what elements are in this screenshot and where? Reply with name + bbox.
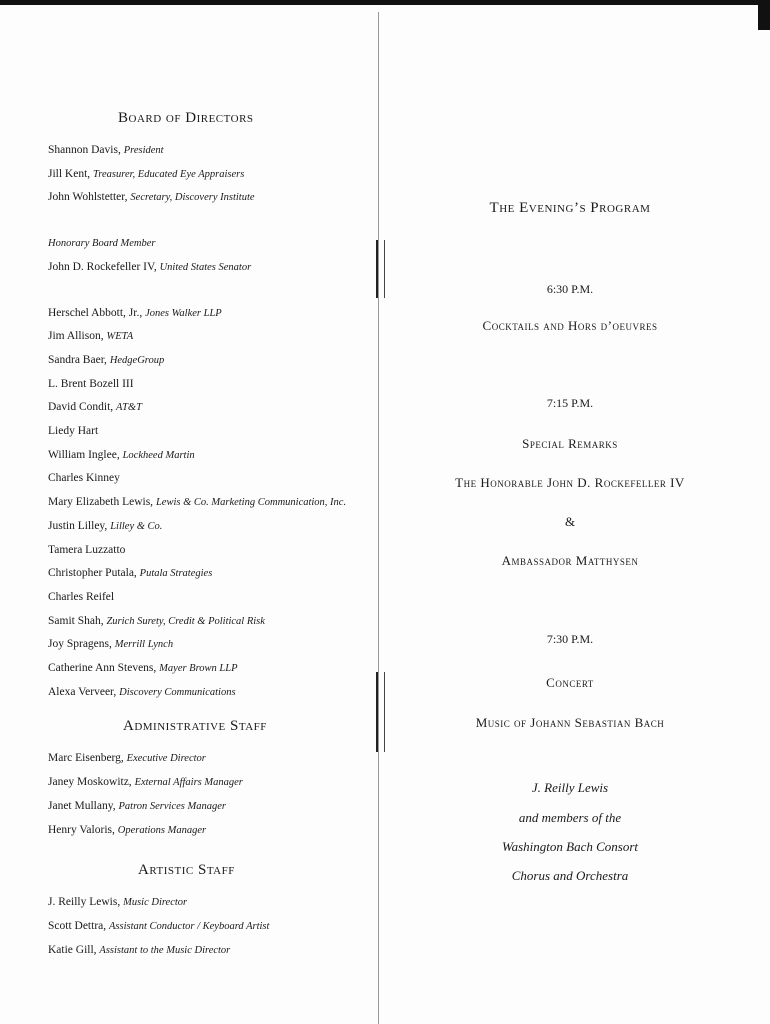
- board-member-affiliation: Zurich Surety, Credit & Political Risk: [106, 615, 265, 627]
- admin-staff-member-name: Janey Moskowitz,: [48, 776, 132, 789]
- board-member-name: Tamera Luzzatto: [48, 543, 126, 556]
- board-member-name: Mary Elizabeth Lewis,: [48, 496, 154, 509]
- board-member-name: Catherine Ann Stevens,: [48, 662, 157, 675]
- board-officer-affiliation: President: [123, 145, 164, 156]
- honorary-member: John D. Rockefeller IV, United States Senator: [48, 260, 252, 273]
- board-member-affiliation: AT&T: [116, 402, 142, 414]
- artistic-staff-member-name: J. Reilly Lewis,: [48, 896, 121, 909]
- board-member-affiliation: Jones Walker LLP: [145, 307, 222, 319]
- special-remarks: Special Remarks: [522, 436, 618, 451]
- board-officers: [48, 139, 368, 210]
- board-member-name: Jim Allison,: [48, 330, 104, 343]
- board-member-affiliation: Mayer Brown LLP: [159, 663, 238, 675]
- board-member-name: David Condit,: [48, 401, 114, 414]
- admin-staff-member-affiliation: External Affairs Manager: [134, 777, 243, 789]
- board-member-name: Charles Reifel: [48, 590, 115, 603]
- artistic-staff-member-affiliation: Assistant Conductor / Keyboard Artist: [109, 920, 270, 932]
- ampersand: &: [564, 514, 576, 529]
- bach-music: Music of Johann Sebastian Bach: [475, 715, 665, 730]
- board-member: [48, 491, 368, 515]
- board-officer-affiliation: Treasurer, Educated Eye Appraisers: [93, 168, 245, 180]
- board-officer: [48, 139, 368, 163]
- concert-item: Concert: [546, 675, 594, 690]
- board-officer-name: Jill Kent,: [48, 167, 91, 180]
- honorary-label: Honorary Board Member: [48, 238, 156, 250]
- board-member: [48, 325, 368, 349]
- board-member: [48, 444, 368, 468]
- board-officer: [48, 186, 368, 210]
- board-member-affiliation: WETA: [106, 331, 134, 343]
- board-member: [48, 657, 368, 681]
- admin-staff-member: [48, 795, 368, 819]
- program-title: The Evening’s Program: [489, 200, 651, 216]
- binder-clip-upper: [376, 240, 385, 298]
- performer-2: and members of the: [518, 810, 622, 825]
- performer-1: J. Reilly Lewis: [531, 780, 609, 795]
- admin-members: [48, 747, 368, 842]
- board-member: [48, 681, 368, 705]
- board-member: [48, 420, 368, 444]
- admin-heading: Administrative Staff: [123, 718, 267, 735]
- board-member-affiliation: Discovery Communications: [119, 686, 236, 698]
- admin-staff-member: [48, 819, 368, 843]
- board-member: [48, 515, 368, 539]
- admin-staff-member-affiliation: Patron Services Manager: [118, 800, 226, 812]
- artistic-staff-member-name: Scott Dettra,: [48, 919, 107, 932]
- board-member-name: Joy Spragens,: [48, 638, 112, 651]
- admin-staff-member-affiliation: Operations Manager: [117, 824, 207, 836]
- board-member: [48, 349, 368, 373]
- time-1: 6:30 P.M.: [546, 282, 594, 296]
- board-member: [48, 467, 368, 491]
- center-fold: [378, 12, 379, 1024]
- board-member: [48, 562, 368, 586]
- time-2: 7:15 P.M.: [546, 396, 594, 410]
- board-member: [48, 586, 368, 610]
- board-member-name: Charles Kinney: [48, 472, 120, 485]
- board-officer: [48, 163, 368, 187]
- board-officer-name: John Wohlstetter,: [48, 191, 128, 204]
- artistic-staff-member-name: Katie Gill,: [48, 943, 97, 956]
- admin-staff-member: [48, 747, 368, 771]
- admin-staff-member-name: Janet Mullany,: [48, 799, 116, 812]
- board-officer-name: Shannon Davis,: [48, 144, 121, 156]
- admin-staff-member-name: Henry Valoris,: [48, 823, 115, 836]
- board-member-affiliation: Lockheed Martin: [122, 449, 195, 461]
- binder-clip-lower: [376, 672, 385, 752]
- board-member: [48, 610, 368, 634]
- left-column: [48, 110, 368, 962]
- rockefeller-remarks: The Honorable John D. Rockefeller IV: [455, 475, 685, 490]
- ambassador-remarks: Ambassador Matthysen: [501, 553, 639, 568]
- artistic-staff-member: [48, 891, 368, 915]
- artistic-staff-member-affiliation: Music Director: [123, 897, 188, 909]
- board-member-affiliation: Lewis & Co. Marketing Communication, Inc.: [155, 497, 347, 509]
- admin-staff-member: [48, 771, 368, 795]
- cocktails-item: Cocktails and Hors d’oeuvres: [482, 318, 658, 333]
- artistic-staff-member: [48, 939, 368, 963]
- page-corner-shadow: [758, 0, 770, 30]
- board-member-name: Sandra Baer,: [48, 353, 107, 366]
- time-3: 7:30 P.M.: [546, 632, 594, 646]
- board-members: [48, 302, 368, 705]
- board-member-name: Alexa Verveer,: [48, 685, 117, 698]
- board-member-name: Liedy Hart: [48, 425, 99, 438]
- board-member-name: William Inglee,: [48, 448, 120, 461]
- board-officer-affiliation: Secretary, Discovery Institute: [130, 192, 255, 204]
- artistic-staff-member: [48, 915, 368, 939]
- board-member: [48, 396, 368, 420]
- board-member-name: Samit Shah,: [48, 614, 104, 627]
- board-member-affiliation: Putala Strategies: [139, 568, 213, 580]
- artistic-heading: Artistic Staff: [138, 862, 235, 879]
- performer-3: Washington Bach Consort: [501, 839, 639, 854]
- board-member: [48, 302, 368, 326]
- admin-staff-member-affiliation: Executive Director: [126, 753, 206, 765]
- artistic-members: [48, 891, 368, 962]
- board-member: [48, 373, 368, 397]
- board-heading: Board of Directors: [118, 110, 254, 126]
- board-member: [48, 633, 368, 657]
- performer-4: Chorus and Orchestra: [511, 868, 629, 883]
- board-member-name: Justin Lilley,: [48, 519, 108, 532]
- admin-staff-member-name: Marc Eisenberg,: [48, 752, 124, 765]
- board-member-affiliation: Lilley & Co.: [110, 520, 163, 532]
- board-member: [48, 539, 368, 563]
- board-member-affiliation: HedgeGroup: [109, 354, 165, 366]
- board-member-name: Herschel Abbott, Jr.,: [48, 306, 143, 319]
- board-member-affiliation: Merrill Lynch: [114, 639, 174, 651]
- page-top-edge: [0, 0, 770, 5]
- board-member-name: Christopher Putala,: [48, 567, 137, 580]
- board-member-name: L. Brent Bozell III: [48, 377, 134, 390]
- artistic-staff-member-affiliation: Assistant to the Music Director: [99, 944, 231, 956]
